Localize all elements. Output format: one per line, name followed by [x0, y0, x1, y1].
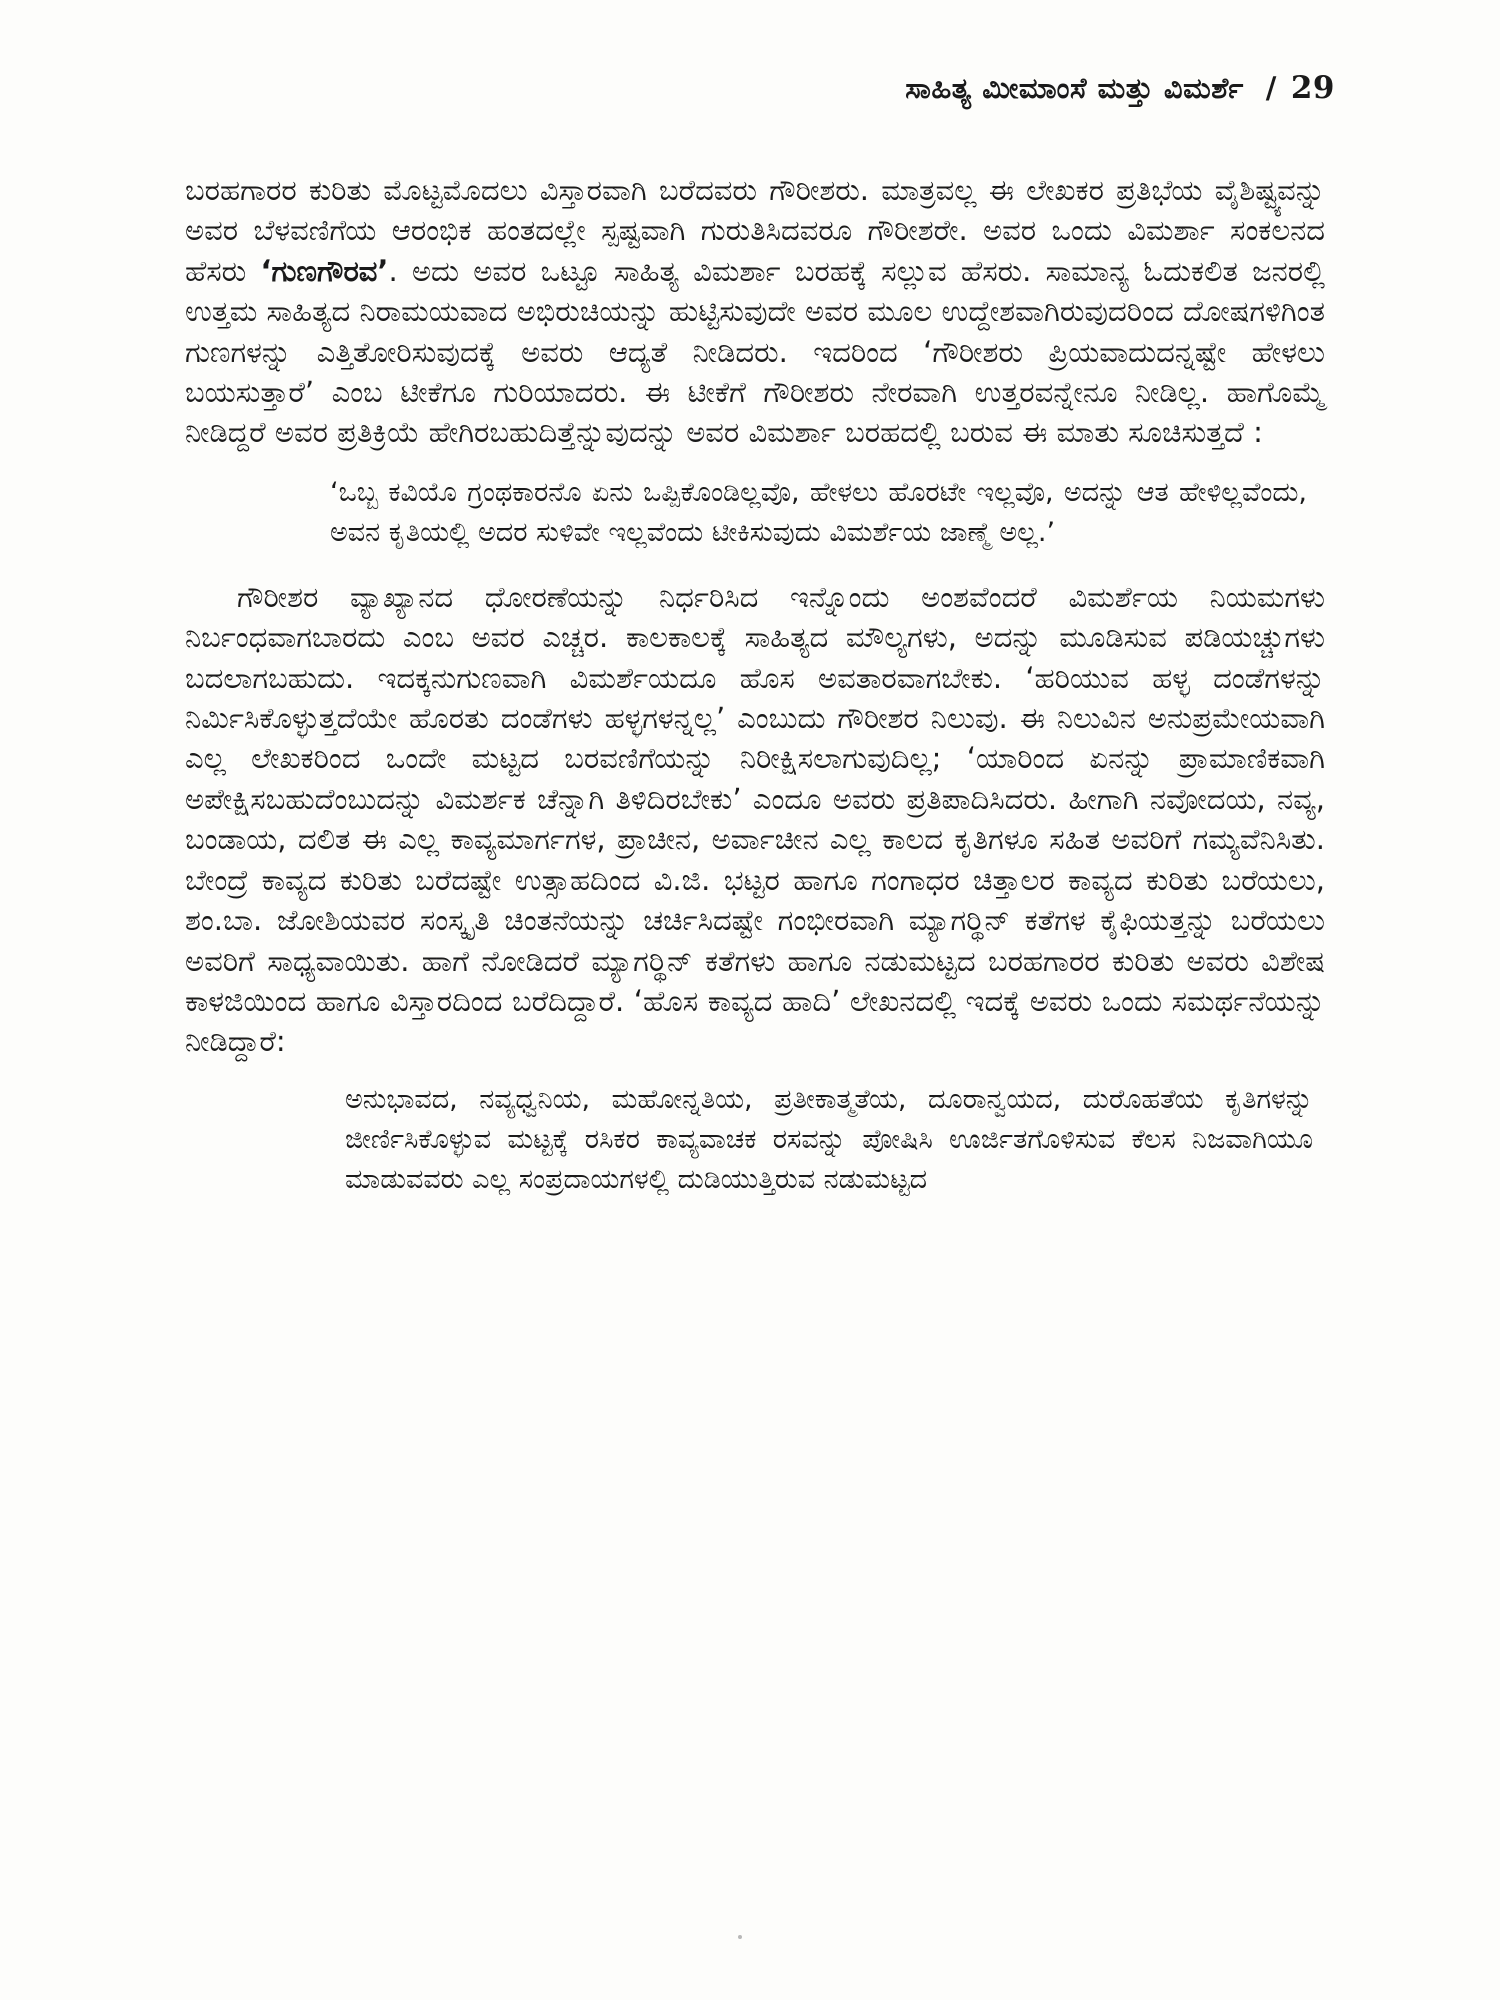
header-separator: /	[1265, 71, 1277, 105]
paragraph-1-text-b: . ಅದು ಅವರ ಒಟ್ಟೂ ಸಾಹಿತ್ಯ ವಿಮರ್ಶಾ ಬರಹಕ್ಕೆ ಸಲ್ಲುವ ಹೆಸರು. ಸಾಮಾನ್ಯ ಓದುಕಲಿತ ಜನರಲ್ಲಿ ಉತ್ತಮ ಸಾಹಿತ್ಯದ ನಿರಾಮಯವಾದ ಅಭಿರುಚಿಯನ್ನು ಹುಟ್ಟಿಸುವುದೇ ಅವರ ಮೂಲ ಉದ್ದೇಶವಾಗಿರುವುದರಿಂದ ದೋಷಗಳಿಗಿಂತ ಗುಣಗಳನ್ನು ಎತ್ತಿತೋರಿಸುವುದಕ್ಕೆ ಅವರು ಆದ್ಯತೆ ನೀಡಿದರು. ಇದರಿಂದ ‘ಗೌರೀಶರು ಪ್ರಿಯವಾದುದನ್ನಷ್ಟೇ ಹೇಳಲು ಬಯಸುತ್ತಾರೆ’ ಎಂಬ ಟೀಕೆಗೂ ಗುರಿಯಾದರು. ಈ ಟೀಕೆಗೆ ಗೌರೀಶರು ನೇರವಾಗಿ ಉತ್ತರವನ್ನೇನೂ ನೀಡಿಲ್ಲ. ಹಾಗೊಮ್ಮೆ ನೀಡಿದ್ದರೆ ಅವರ ಪ್ರತಿಕ್ರಿಯೆ ಹೇಗಿರಬಹುದಿತ್ತೆನ್ನುವುದನ್ನು ಅವರ ವಿಮರ್ಶಾ ಬರಹದಲ್ಲಿ ಬರುವ ಈ ಮಾತು ಸೂಚಿಸುತ್ತದೆ :	[185, 253, 1325, 450]
scan-speck	[738, 1935, 742, 1939]
header-title: ಸಾಹಿತ್ಯ ಮೀಮಾಂಸೆ ಮತ್ತು ವಿಮರ್ಶೆ	[905, 71, 1244, 105]
paragraph-2: ಗೌರೀಶರ ವ್ಯಾಖ್ಯಾನದ ಧೋರಣೆಯನ್ನು ನಿರ್ಧರಿಸಿದ ಇನ್ನೊಂದು ಅಂಶವೆಂದರೆ ವಿಮರ್ಶೆಯ ನಿಯಮಗಳು ನಿರ್ಬಂಧವಾಗಬಾರದು ಎಂಬ ಅವರ ಎಚ್ಚರ. ಕಾಲಕಾಲಕ್ಕೆ ಸಾಹಿತ್ಯದ ಮೌಲ್ಯಗಳು, ಅದನ್ನು ಮೂಡಿಸುವ ಪಡಿಯಚ್ಚುಗಳು ಬದಲಾಗಬಹುದು. ಇದಕ್ಕನುಗುಣವಾಗಿ ವಿಮರ್ಶೆಯದೂ ಹೊಸ ಅವತಾರವಾಗಬೇಕು. ‘ಹರಿಯುವ ಹಳ್ಳ ದಂಡೆಗಳನ್ನು ನಿರ್ಮಿಸಿಕೊಳ್ಳುತ್ತದೆಯೇ ಹೊರತು ದಂಡೆಗಳು ಹಳ್ಳಗಳನ್ನಲ್ಲ’ ಎಂಬುದು ಗೌರೀಶರ ನಿಲುವು. ಈ ನಿಲುವಿನ ಅನುಪ್ರಮೇಯವಾಗಿ ಎಲ್ಲ ಲೇಖಕರಿಂದ ಒಂದೇ ಮಟ್ಟದ ಬರವಣಿಗೆಯನ್ನು ನಿರೀಕ್ಷಿಸಲಾಗುವುದಿಲ್ಲ; ‘ಯಾರಿಂದ ಏನನ್ನು ಪ್ರಾಮಾಣಿಕವಾಗಿ ಅಪೇಕ್ಷಿಸಬಹುದೆಂಬುದನ್ನು ವಿಮರ್ಶಕ ಚೆನ್ನಾಗಿ ತಿಳಿದಿರಬೇಕು’ ಎಂದೂ ಅವರು ಪ್ರತಿಪಾದಿಸಿದರು. ಹೀಗಾಗಿ ನವೋದಯ, ನವ್ಯ, ಬಂಡಾಯ, ದಲಿತ ಈ ಎಲ್ಲ ಕಾವ್ಯಮಾರ್ಗಗಳ, ಪ್ರಾಚೀನ, ಅರ್ವಾಚೀನ ಎಲ್ಲ ಕಾಲದ ಕೃತಿಗಳೂ ಸಹಿತ ಅವರಿಗೆ ಗಮ್ಯವೆನಿಸಿತು. ಬೇಂದ್ರೆ ಕಾವ್ಯದ ಕುರಿತು ಬರೆದಷ್ಟೇ ಉತ್ಸಾಹದಿಂದ ವಿ.ಜಿ. ಭಟ್ಟರ ಹಾಗೂ ಗಂಗಾಧರ ಚಿತ್ತಾಲರ ಕಾವ್ಯದ ಕುರಿತು ಬರೆಯಲು, ಶಂ.ಬಾ. ಜೋಶಿಯವರ ಸಂಸ್ಕೃತಿ ಚಿಂತನೆಯನ್ನು ಚರ್ಚಿಸಿದಷ್ಟೇ ಗಂಭೀರವಾಗಿ ಮ್ಯಾಗರ್‍ಥಿನ್ ಕತೆಗಳ ಕೈಫಿಯತ್ತನ್ನು ಬರೆಯಲು ಅವರಿಗೆ ಸಾಧ್ಯವಾಯಿತು. ಹಾಗೆ ನೋಡಿದರೆ ಮ್ಯಾಗರ್‍ಥಿನ್ ಕತೆಗಳು ಹಾಗೂ ನಡುಮಟ್ಟದ ಬರಹಗಾರರ ಕುರಿತು ಅವರು ವಿಶೇಷ ಕಾಳಜಿಯಿಂದ ಹಾಗೂ ವಿಸ್ತಾರದಿಂದ ಬರೆದಿದ್ದಾರೆ. ‘ಹೊಸ ಕಾವ್ಯದ ಹಾದಿ’ ಲೇಖನದಲ್ಲಿ ಇದಕ್ಕೆ ಅವರು ಒಂದು ಸಮರ್ಥನೆಯನ್ನು ನೀಡಿದ್ದಾರೆ:	[185, 579, 1325, 1059]
paragraph-1	[185, 170, 1325, 453]
page-number: 29	[1290, 70, 1335, 106]
paragraph-1-text-a: ಬರಹಗಾರರ ಕುರಿತು ಮೊಟ್ಟಮೊದಲು ವಿಸ್ತಾರವಾಗಿ ಬರೆದವರು ಗೌರೀಶರು. ಮಾತ್ರವಲ್ಲ ಈ ಲೇಖಕರ ಪ್ರತಿಭೆಯ ವೈಶಿಷ್ಟ್ಯವನ್ನು ಅವರ ಬೆಳವಣಿಗೆಯ ಆರಂಭಿಕ ಹಂತದಲ್ಲೇ ಸ್ಪಷ್ಟವಾಗಿ ಗುರುತಿಸಿದವರೂ ಗೌರೀಶರೇ. ಅವರ ಒಂದು ವಿಮರ್ಶಾ ಸಂಕಲನದ ಹೆಸರು	[185, 173, 1325, 288]
block-quote-2: ಅನುಭಾವದ, ನವ್ಯಧ್ವನಿಯ, ಮಹೋನ್ನತಿಯ, ಪ್ರತೀಕಾತ್ಮತೆಯ, ದೂರಾನ್ವಯದ, ದುರೊಹತೆಯ ಕೃತಿಗಳನ್ನು ಜೀರ್ಣಿಸಿಕೊಳ್ಳುವ ಮಟ್ಟಕ್ಕೆ ರಸಿಕರ ಕಾವ್ಯವಾಚಕ ರಸವನ್ನು ಪೋಷಿಸಿ ಊರ್ಜಿತಗೊಳಿಸುವ ಕೆಲಸ ನಿಜವಾಗಿಯೂ ಮಾಡುವವರು ಎಲ್ಲ ಸಂಪ್ರದಾಯಗಳಲ್ಲಿ ದುಡಿಯುತ್ತಿರುವ ನಡುಮಟ್ಟದ	[345, 1083, 1313, 1195]
running-header	[905, 70, 1335, 106]
book-title-gunagaurava: ‘ಗುಣಗೌರವ’	[260, 253, 389, 288]
page-body	[185, 170, 1325, 1200]
block-quote-1: ‘ಒಬ್ಬ ಕವಿಯೊ ಗ್ರಂಥಕಾರನೊ ಏನು ಒಪ್ಪಿಕೊಂಡಿಲ್ಲವೊ, ಹೇಳಲು ಹೊರಟೇ ಇಲ್ಲವೊ, ಅದನ್ನು ಆತ ಹೇಳಿಲ್ಲವೆಂದು, ಅವನ ಕೃತಿಯಲ್ಲಿ ಅದರ ಸುಳಿವೇ ಇಲ್ಲವೆಂದು ಟೀಕಿಸುವುದು ವಿಮರ್ಶೆಯ ಜಾಣ್ಮೆ ಅಲ್ಲ.’	[330, 476, 1307, 548]
